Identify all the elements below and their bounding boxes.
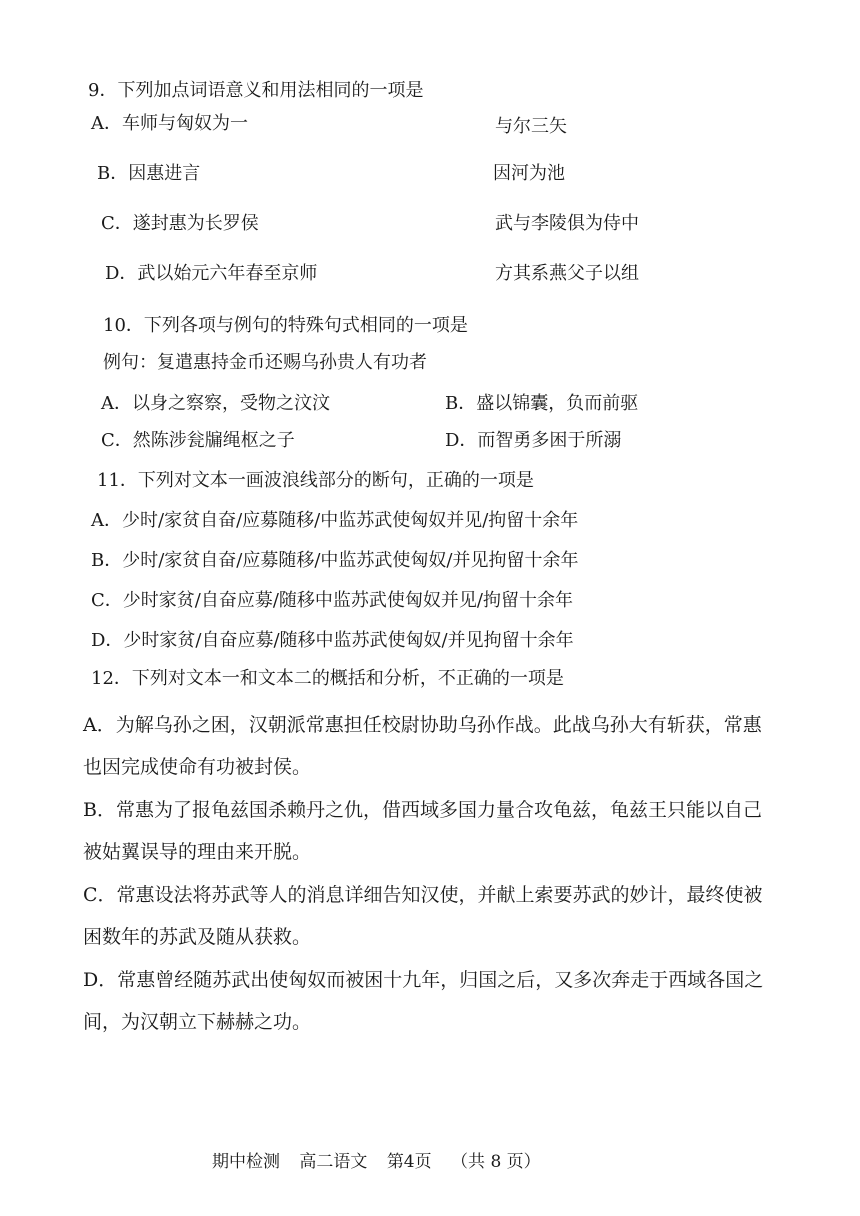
q12-stem: 12．下列对文本一和文本二的概括和分析，不正确的一项是: [91, 668, 564, 689]
q11-stem: 11．下列对文本一画波浪线部分的断句，正确的一项是: [97, 470, 534, 491]
q12-option-c-line2: 困数年的苏武及随从获救。: [83, 926, 312, 948]
q12-option-d-line2: 间，为汉朝立下赫赫之功。: [83, 1011, 312, 1033]
q11-option-b: B．少时/家贫自奋/应募随移/中监苏武使匈奴/并见拘留十余年: [91, 550, 579, 571]
q12-option-a-line2: 也因完成使命有功被封侯。: [83, 756, 312, 778]
q10-stem: 10．下列各项与例句的特殊句式相同的一项是: [103, 315, 468, 336]
q9-stem: 9．下列加点词语意义和用法相同的一项是: [88, 80, 424, 101]
q9-option-c-left: C．遂封惠为长罗侯: [101, 213, 259, 234]
footer-total: （共 8 页）: [451, 1152, 541, 1172]
q10-example: 例句：复遣惠持金币还赐乌孙贵人有功者: [103, 352, 427, 373]
q12-option-c-line1: C．常惠设法将苏武等人的消息详细告知汉使，并献上索要苏武的妙计，最终使被: [83, 884, 763, 906]
footer-exam: 期中检测: [212, 1152, 280, 1172]
q10-option-c: C．然陈涉瓮牖绳枢之子: [101, 430, 295, 451]
q11-option-d: D．少时家贫/自奋应募/随移中监苏武使匈奴/并见拘留十余年: [91, 630, 574, 651]
footer-page: 第4页: [386, 1152, 432, 1172]
page-footer: [212, 1147, 555, 1172]
q9-option-a-right: 与尔三矢: [495, 116, 567, 137]
q9-option-d-right: 方其系燕父子以组: [495, 263, 639, 284]
q10-option-a: A．以身之察察，受物之汶汶: [101, 393, 330, 414]
q9-option-c-right: 武与李陵俱为侍中: [495, 213, 639, 234]
q10-option-d: D．而智勇多困于所溺: [445, 430, 622, 451]
q12-option-a-line1: A．为解乌孙之困，汉朝派常惠担任校尉协助乌孙作战。此战乌孙大有斩获，常惠: [83, 714, 762, 736]
q12-option-d-line1: D．常惠曾经随苏武出使匈奴而被困十九年，归国之后，又多次奔走于西域各国之: [83, 969, 764, 991]
q9-option-b-left: B．因惠进言: [97, 163, 201, 184]
q12-option-b-line1: B．常惠为了报龟兹国杀赖丹之仇，借西域多国力量合攻龟兹，龟兹王只能以自己: [83, 799, 762, 821]
footer-grade: 高二语文: [299, 1152, 368, 1172]
q11-option-c: C．少时家贫/自奋应募/随移中监苏武使匈奴并见/拘留十余年: [91, 590, 573, 611]
q9-option-d-left: D．武以始元六年春至京师: [105, 263, 318, 284]
q11-option-a: A．少时/家贫自奋/应募随移/中监苏武使匈奴并见/拘留十余年: [91, 510, 579, 531]
q9-option-a-left: A．车师与匈奴为一: [91, 113, 248, 134]
q12-option-b-line2: 被姑翼误导的理由来开脱。: [83, 841, 312, 863]
q9-option-b-right: 因河为池: [493, 163, 565, 184]
q10-option-b: B．盛以锦囊，负而前驱: [445, 393, 639, 414]
